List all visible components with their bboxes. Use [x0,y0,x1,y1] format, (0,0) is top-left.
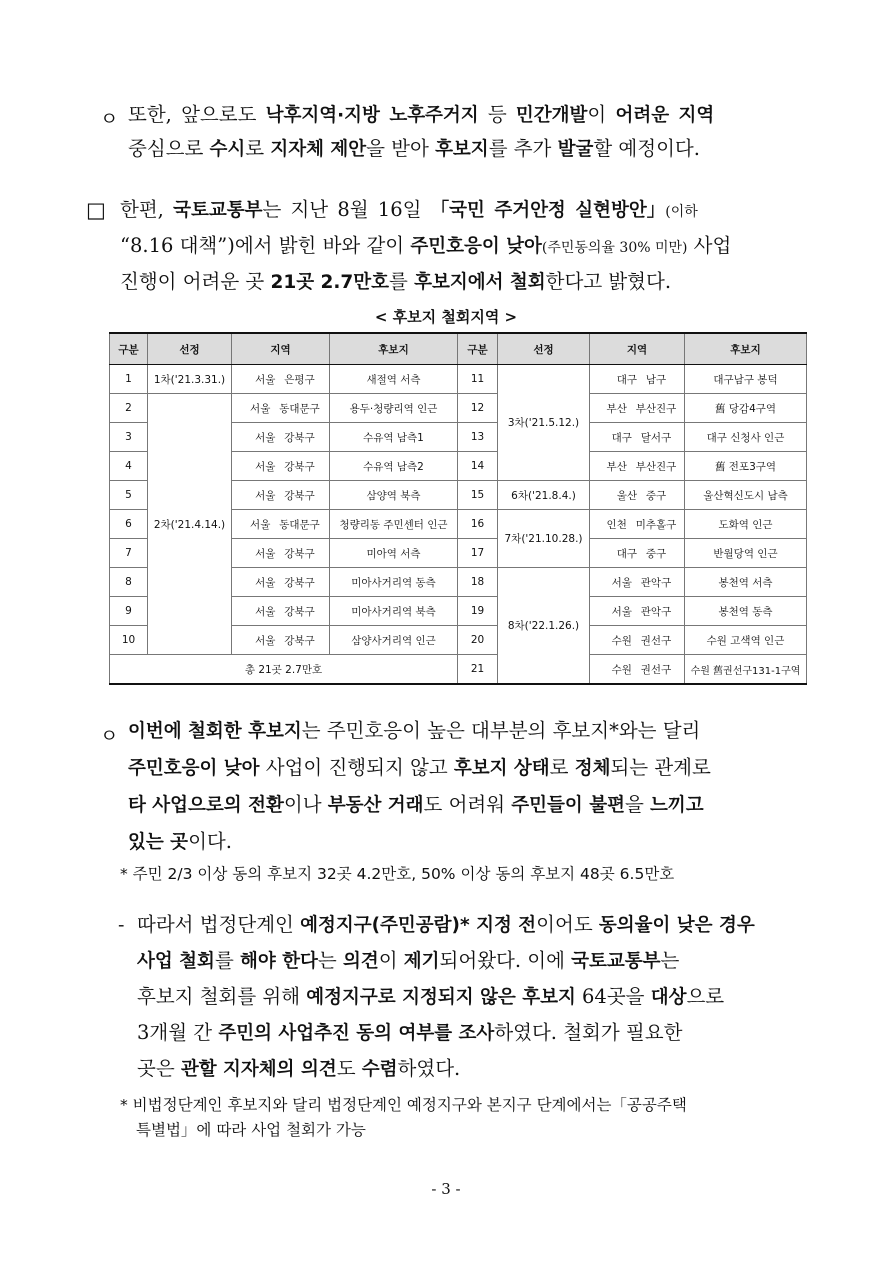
table-row: 7 서울 강북구 미아역 서측 17 대구 중구 반월당역 인근 [110,539,807,568]
header-no: 구분 [458,333,498,365]
table-row: 10 서울 강북구 삼양사거리역 인근 20 수원 권선구 수원 고색역 인근 [110,626,807,655]
paragraph-3: 이번에 철회한 후보지는 주민호응이 높은 대부분의 후보지*와는 달리 주민호응이 낮아 사업이 진행되지 않고 후보지 상태로 정체되는 관계로 타 사업으로의 전환이나 부동산 거래도 어려워 주민들이 불편을 느끼고 있는 곳이다. [128,719,711,853]
table-total-row: 총 21곳 2.7만호 21 수원 권선구 수원 舊권선구131-1구역 [110,655,807,685]
header-site: 후보지 [330,333,458,365]
table-header-row [110,333,807,365]
header-selection: 선정 [498,333,590,365]
header-no: 구분 [110,333,148,365]
table-row: 6 서울 동대문구 청량리동 주민센터 인근 16 7차('21.10.28.) 인천 미추홀구 도화역 인근 [110,510,807,539]
withdrawn-sites-table [109,332,807,685]
footnote-2: * 비법정단계인 후보지와 달리 법정단계인 예정지구와 본지구 단계에서는「공공주택 특별법」에 따라 사업 철회가 가능 [120,1096,687,1139]
paragraph-1: 또한, 앞으로도 낙후지역·지방 노후주거지 등 민간개발이 어려운 지역 중심으로 수시로 지자체 제안을 받아 후보지를 추가 발굴할 예정이다. [128,103,715,160]
circle-bullet: ㅇ [100,725,119,747]
circle-bullet: ㅇ [100,108,119,130]
table-total: 총 21곳 2.7만호 [110,655,458,685]
header-selection: 선정 [148,333,232,365]
header-region: 지역 [590,333,685,365]
dash-bullet: - [118,914,125,936]
table-row: 1 1차('21.3.31.) 서울 은평구 새절역 서측 11 3차('21.5.12.) 대구 남구 대구남구 봉덕 [110,365,807,394]
table-row: 3 서울 강북구 수유역 남측1 13 대구 달서구 대구 신청사 인근 [110,423,807,452]
table-title: < 후보지 철회지역 > [374,308,518,326]
table-row: 2 2차('21.4.14.) 서울 동대문구 용두·청량리역 인근 12 부산 부산진구 舊 당감4구역 [110,394,807,423]
header-region: 지역 [232,333,330,365]
table-row: 5 서울 강북구 삼양역 북측 15 6차('21.8.4.) 울산 중구 울산혁신도시 남측 [110,481,807,510]
table-row: 4 서울 강북구 수유역 남측2 14 부산 부산진구 舊 전포3구역 [110,452,807,481]
table-row: 8 서울 강북구 미아사거리역 동측 18 8차('22.1.26.) 서울 관악구 봉천역 서측 [110,568,807,597]
table-row: 9 서울 강북구 미아사거리역 북측 19 서울 관악구 봉천역 동측 [110,597,807,626]
paragraph-4: 따라서 법정단계인 예정지구(주민공람)* 지정 전이어도 동의율이 낮은 경우 사업 철회를 해야 한다는 의견이 제기되어왔다. 이에 국토교통부는 후보지 철회를 위해 예정지구로 지정되지 않은 후보지 64곳을 대상으로 3개월 간 주민의 사업추진 동의 여부를 조사하였다. 철회가 필요한 곳은 관할 지자체의 의견도 수렴하였다. [137,913,755,1080]
header-site: 후보지 [685,333,807,365]
page-number: - 3 - [431,1180,461,1198]
square-bullet: □ [86,198,106,222]
footnote-1: * 주민 2/3 이상 동의 후보지 32곳 4.2만호, 50% 이상 동의 후보지 48곳 6.5만호 [120,865,675,883]
paragraph-2: 한편, 국토교통부는 지난 8월 16일 「국민 주거안정 실현방안」(이하 “8.16 대책”)에서 밝힌 바와 같이 주민호응이 낮아(주민동의율 30% 미만) 사업 진행이 어려운 곳 21곳 2.7만호를 후보지에서 철회한다고 밝혔다. [120,198,732,293]
